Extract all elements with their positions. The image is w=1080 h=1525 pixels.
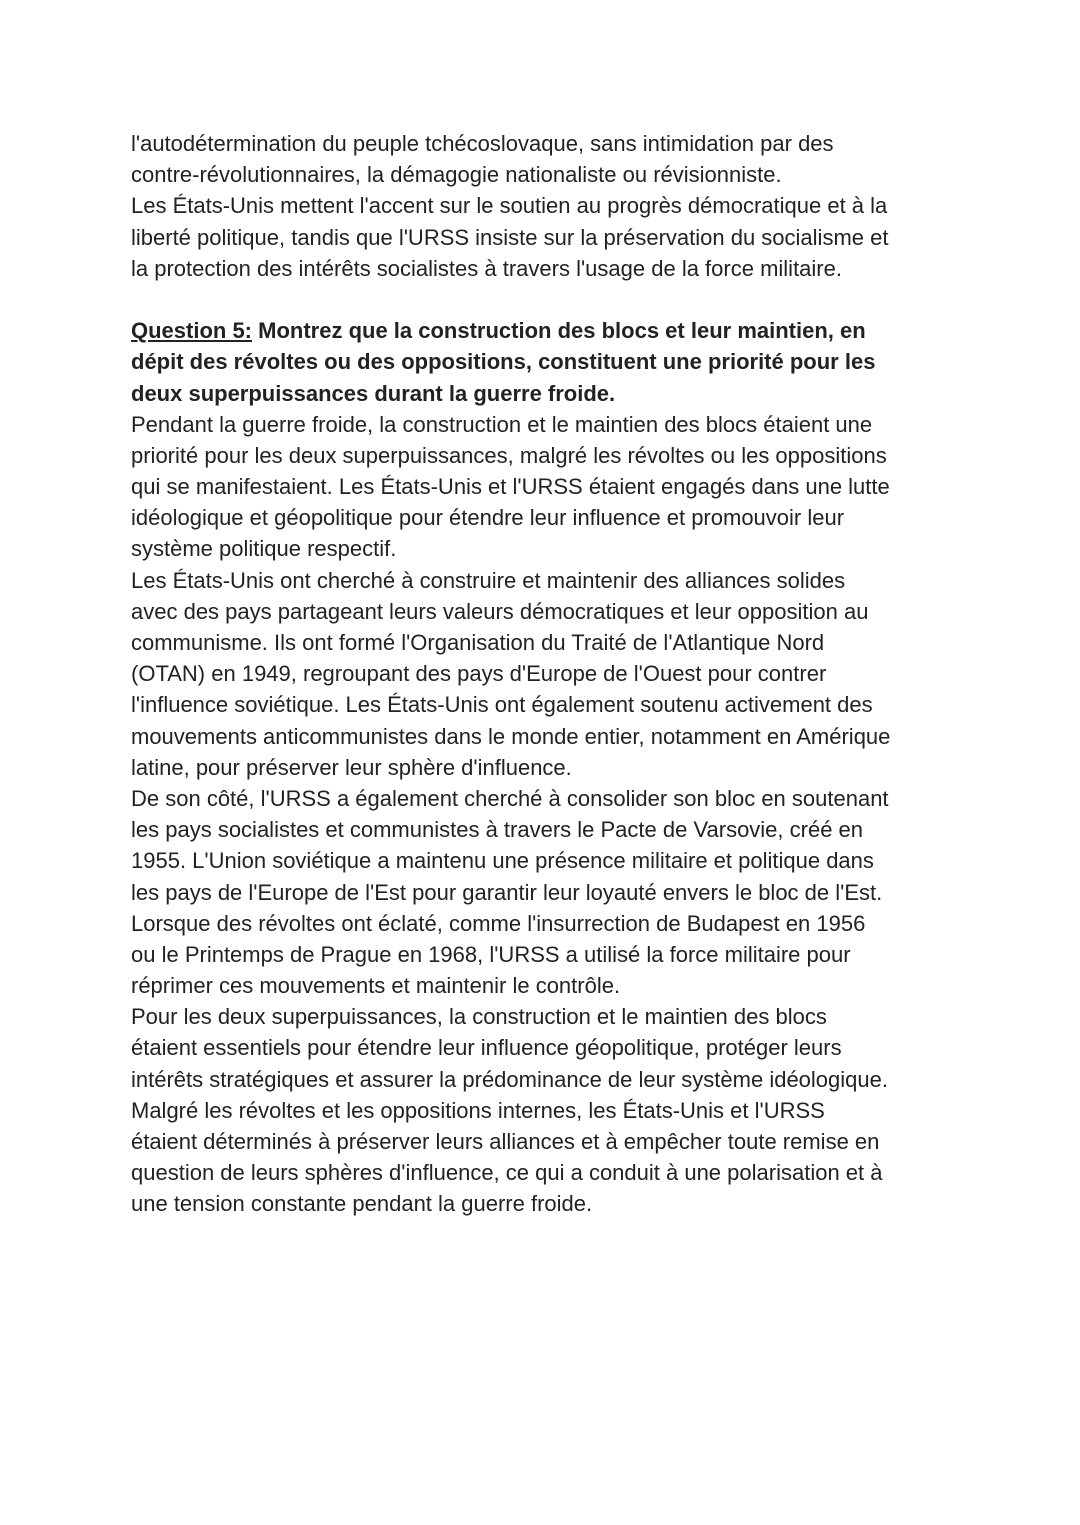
text-line: les pays socialistes et communistes à travers le Pacte de Varsovie, créé en	[131, 817, 864, 843]
text-line: Les États-Unis mettent l'accent sur le soutien au progrès démocratique et à la	[131, 193, 888, 219]
text-line: Malgré les révoltes et les oppositions internes, les États-Unis et l'URSS	[131, 1097, 825, 1123]
question-line: deux superpuissances durant la guerre froide.	[131, 380, 616, 406]
text-line: Pendant la guerre froide, la construction et le maintien des blocs étaient une	[131, 411, 873, 437]
question-line: dépit des révoltes ou des oppositions, constituent une priorité pour les	[131, 349, 876, 375]
text-line: une tension constante pendant la guerre froide.	[131, 1191, 593, 1217]
text-line: étaient essentiels pour étendre leur influence géopolitique, protéger leurs	[131, 1035, 842, 1061]
text-line: réprimer ces mouvements et maintenir le contrôle.	[131, 973, 621, 999]
intro-paragraph	[131, 128, 951, 284]
question-line	[131, 315, 951, 346]
text-line: De son côté, l'URSS a également cherché à consolider son bloc en soutenant	[131, 785, 889, 811]
question-text: Montrez que la construction des blocs et leur maintien, en	[252, 318, 866, 344]
answer-body	[131, 409, 951, 1220]
text-line: idéologique et géopolitique pour étendre leur influence et promouvoir leur	[131, 505, 845, 531]
text-line: système politique respectif.	[131, 536, 397, 562]
text-line: (OTAN) en 1949, regroupant des pays d'Europe de l'Ouest pour contrer	[131, 661, 827, 687]
text-line: Les États-Unis ont cherché à construire et maintenir des alliances solides	[131, 567, 846, 593]
text-line: liberté politique, tandis que l'URSS insiste sur la préservation du socialisme et	[131, 224, 889, 250]
text-line: ou le Printemps de Prague en 1968, l'URSS a utilisé la force militaire pour	[131, 941, 851, 967]
text-line: les pays de l'Europe de l'Est pour garantir leur loyauté envers le bloc de l'Est.	[131, 879, 883, 905]
text-line: avec des pays partageant leurs valeurs démocratiques et leur opposition au	[131, 598, 869, 624]
text-line: Pour les deux superpuissances, la construction et le maintien des blocs	[131, 1004, 827, 1030]
document-page	[131, 128, 951, 1220]
text-line: communisme. Ils ont formé l'Organisation du Traité de l'Atlantique Nord	[131, 630, 825, 655]
text-line: priorité pour les deux superpuissances, malgré les révoltes ou les oppositions	[131, 442, 887, 468]
text-line: latine, pour préserver leur sphère d'influence.	[131, 754, 572, 780]
text-line: mouvements anticommunistes dans le monde entier, notamment en Amérique	[131, 723, 891, 749]
paragraph-spacer	[131, 284, 951, 315]
text-line: contre-révolutionnaires, la démagogie nationaliste ou révisionniste.	[131, 162, 782, 188]
text-line: étaient déterminés à préserver leurs alliances et à empêcher toute remise en	[131, 1129, 880, 1154]
text-line: l'influence soviétique. Les États-Unis ont également soutenu activement des	[131, 692, 873, 718]
text-line: 1955. L'Union soviétique a maintenu une présence militaire et politique dans	[131, 848, 874, 874]
text-line: question de leurs sphères d'influence, ce qui a conduit à une polarisation et à	[131, 1160, 883, 1186]
text-line: intérêts stratégiques et assurer la prédominance de leur système idéologique.	[131, 1066, 888, 1092]
question-label: Question 5:	[131, 318, 253, 344]
text-line: la protection des intérêts socialistes à travers l'usage de la force militaire.	[131, 255, 842, 281]
text-line: l'autodétermination du peuple tchécoslovaque, sans intimidation par des	[131, 131, 834, 156]
text-line: qui se manifestaient. Les États-Unis et l'URSS étaient engagés dans une lutte	[131, 474, 890, 500]
text-line: Lorsque des révoltes ont éclaté, comme l'insurrection de Budapest en 1956	[131, 910, 866, 936]
question-heading	[131, 315, 951, 409]
